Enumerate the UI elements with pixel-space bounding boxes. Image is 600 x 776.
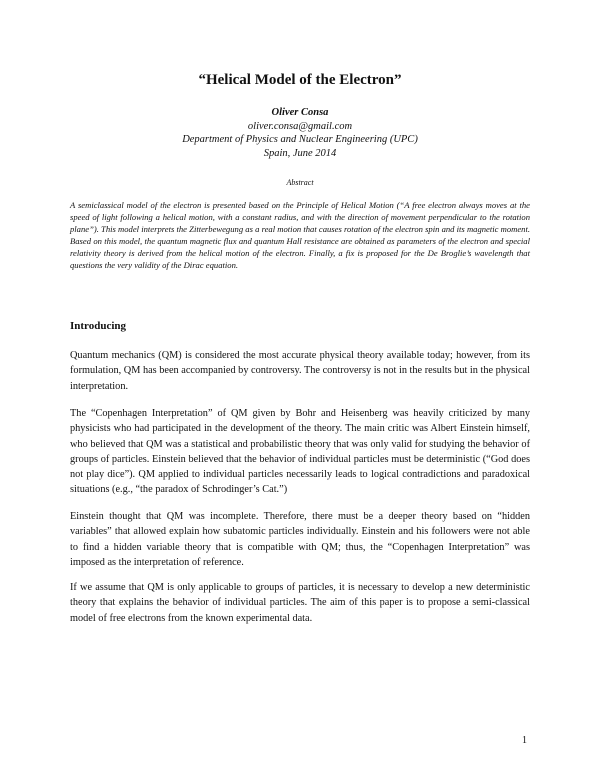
body-paragraph: If we assume that QM is only applicable to groups of particles, it is necessary to develop a new deterministic theory that explains the behavior of individual particles. The aim of this paper is to propose a semi-classical model of free electrons from the known experimental data.	[70, 582, 530, 624]
abstract-label: Abstract	[286, 178, 314, 187]
paper-title: “Helical Model of the Electron”	[198, 72, 402, 88]
body-paragraph: The “Copenhagen Interpretation” of QM given by Bohr and Heisenberg was heavily criticized by many physicists who had participated in the development of the theory. The main critic was Albert Einstein himself, who believed that QM was a statistical and probabilistic theory that was only valid for studying the behavior of groups of particles. Einstein believed that the behavior of individual particles must be deterministic (“God does not play dice”). QM applied to individual particles necessarily leads to logical contradictions and paradoxical situations (e.g., “the paradox of Schrodinger’s Cat.”)	[70, 408, 530, 496]
author-affiliation: Department of Physics and Nuclear Engineering (UPC)	[182, 134, 418, 146]
page-number: 1	[522, 735, 527, 746]
author-block	[0, 106, 600, 160]
section-heading: Introducing	[70, 320, 127, 332]
location-date: Spain, June 2014	[263, 147, 337, 159]
author-name: Oliver Consa	[271, 107, 329, 118]
author-email: oliver.consa@gmail.com	[247, 120, 353, 132]
abstract-text: A semiclassical model of the electron is presented based on the Principle of Helical Motion (“A free electron always moves at the speed of light following a helical motion, with a constant radius, and with the direction of movement perpendicular to the rotation plane”). This model interprets the Zitterbewegung as a real motion that causes rotation of the electron spin and its magnetic moment. Based on this model, the quantum magnetic flux and quantum Hall resistance are obtained as parameters of the electron and special relativity theory is derived from the helical motion of the electron. Finally, a fix is proposed for the De Broglie’s wavelength that questions the very validity of the Dirac equation.	[70, 200, 530, 271]
body-paragraph: Einstein thought that QM was incomplete. Therefore, there must be a deeper theory based on “hidden variables” that allowed explain how subatomic particles individually. Einstein and his followers were not able to find a hidden variable theory that is compatible with QM; thus, the “Copenhagen Interpretation” was imposed as the interpretation of reference.	[70, 511, 530, 568]
body-paragraph: Quantum mechanics (QM) is considered the most accurate physical theory available today; however, from its formulation, QM has been accompanied by controversy. The controversy is not in the results but in the physical interpretation.	[70, 350, 530, 392]
